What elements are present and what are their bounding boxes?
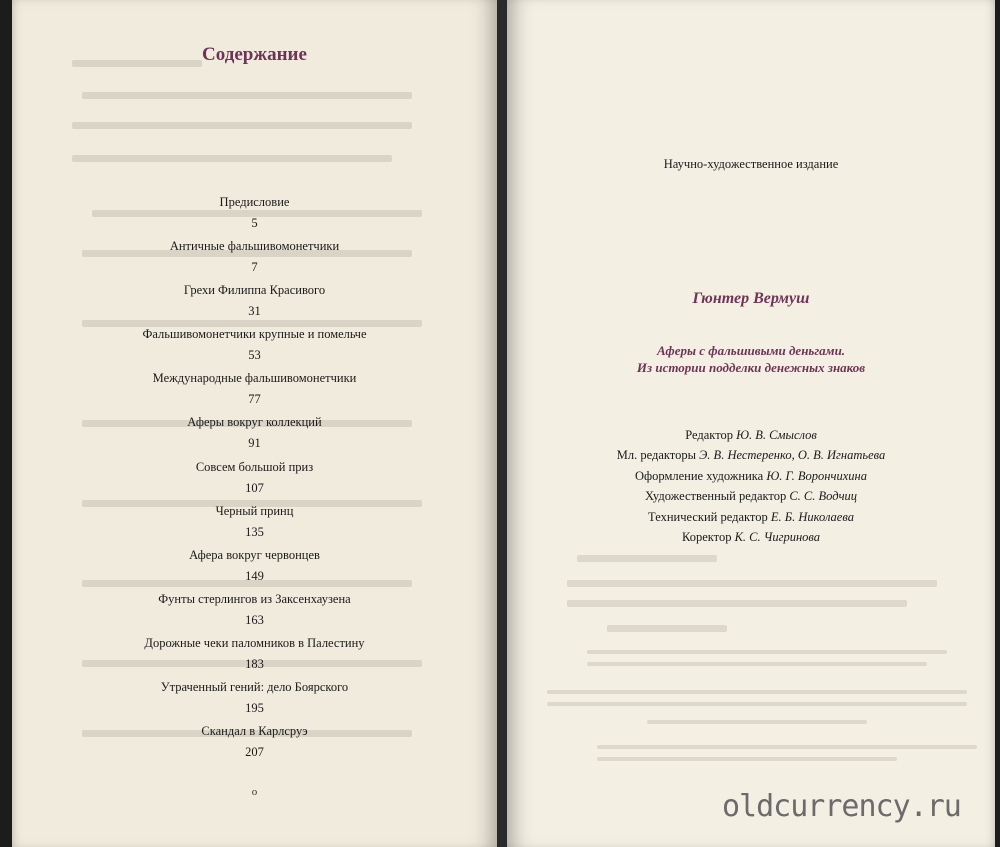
- toc-entry: [12, 411, 497, 455]
- toc-entry-page: 7: [251, 260, 258, 275]
- credit-line: [507, 466, 995, 486]
- toc-entry-page: 183: [245, 656, 264, 671]
- credit-role: Оформление художника: [635, 468, 767, 483]
- credit-line: [507, 445, 995, 465]
- credit-line: [507, 486, 995, 506]
- toc-entry-page: 77: [248, 392, 261, 407]
- credit-line: [507, 507, 995, 527]
- toc-entry: [12, 456, 497, 500]
- toc-entry-page: 5: [251, 216, 258, 230]
- book-title-line: Аферы с фальшивыми деньгами.: [656, 343, 846, 358]
- credit-line: [507, 527, 995, 547]
- book-title-line: Из истории подделки денежных знаков: [636, 360, 866, 375]
- toc-entry: [12, 367, 497, 411]
- toc-entry: [12, 191, 497, 235]
- toc-entry-title: Грехи Филиппа Красивого: [183, 283, 326, 298]
- book-title: [507, 342, 995, 376]
- toc-entry: [12, 500, 497, 544]
- right-page: [507, 0, 995, 847]
- toc-entry-title: Дорожные чеки паломников в Палестину: [144, 635, 365, 650]
- credit-line: [507, 425, 995, 445]
- credit-name: Э. В. Нестеренко, О. В. Игнатьева: [699, 448, 886, 463]
- credit-role: Редактор: [685, 428, 737, 442]
- site-watermark: oldcurrency.ru: [722, 789, 961, 824]
- toc-entry-title: Фунты стерлингов из Заксенхаузена: [158, 591, 351, 606]
- toc-entry: [12, 720, 497, 764]
- credit-role: Художественный редактор: [644, 489, 790, 504]
- toc-entry-page: 91: [248, 436, 261, 451]
- toc-entry-title: Фальшивомонетчики крупные и помельче: [142, 327, 367, 342]
- toc-entry-page: 149: [245, 568, 264, 583]
- toc-entry-title: Утраченный гений: дело Боярского: [160, 680, 349, 695]
- toc-entry-title: Аферы вокруг коллекций: [187, 415, 322, 430]
- edition-type: Научно-художественное издание: [663, 157, 839, 171]
- book-gutter: [497, 0, 507, 847]
- toc-entry-page: 207: [245, 745, 264, 760]
- credit-role: Коректор: [681, 529, 735, 544]
- credit-name: С. С. Водчиц: [789, 489, 858, 504]
- toc-entry-title: Совсем большой приз: [195, 459, 314, 474]
- toc-entry-title: Афера вокруг червонцев: [189, 547, 320, 562]
- credits-list: [507, 425, 995, 547]
- toc-entry: [12, 544, 497, 588]
- toc-entry: [12, 279, 497, 323]
- toc-entry-page: 135: [245, 524, 264, 539]
- toc-entry-page: 53: [248, 348, 261, 363]
- toc-entry-title: Международные фальшивомонетчики: [152, 371, 357, 386]
- page-folio: o: [251, 786, 258, 798]
- toc-entry-page: 107: [245, 480, 264, 495]
- credit-name: Е. Б. Николаева: [770, 509, 854, 524]
- credit-name: Ю. В. Смыслов: [736, 428, 817, 442]
- toc-entry: [12, 235, 497, 279]
- toc-entry: [12, 676, 497, 720]
- credit-name: К. С. Чигринова: [734, 529, 821, 544]
- toc-entry-page: 163: [245, 612, 264, 627]
- toc-entry: [12, 323, 497, 367]
- toc-entry-title: Скандал в Карлсруэ: [201, 724, 308, 739]
- credit-name: Ю. Г. Ворончихина: [766, 468, 867, 483]
- toc-entry-page: 195: [245, 701, 264, 716]
- toc-entry-title: Античные фальшивомонетчики: [169, 239, 340, 254]
- contents-title: Содержание: [202, 44, 307, 65]
- author-name: Гюнтер Вермуш: [692, 290, 810, 307]
- credit-role: Мл. редакторы: [616, 448, 700, 463]
- toc-entry: [12, 632, 497, 676]
- toc-entry-title: Предисловие: [219, 195, 290, 209]
- left-page: [12, 0, 497, 847]
- toc-entry-page: 31: [248, 304, 261, 319]
- table-of-contents: [12, 191, 497, 764]
- toc-entry-title: Черный принц: [215, 503, 294, 518]
- credit-role: Технический редактор: [648, 509, 771, 524]
- toc-entry: [12, 588, 497, 632]
